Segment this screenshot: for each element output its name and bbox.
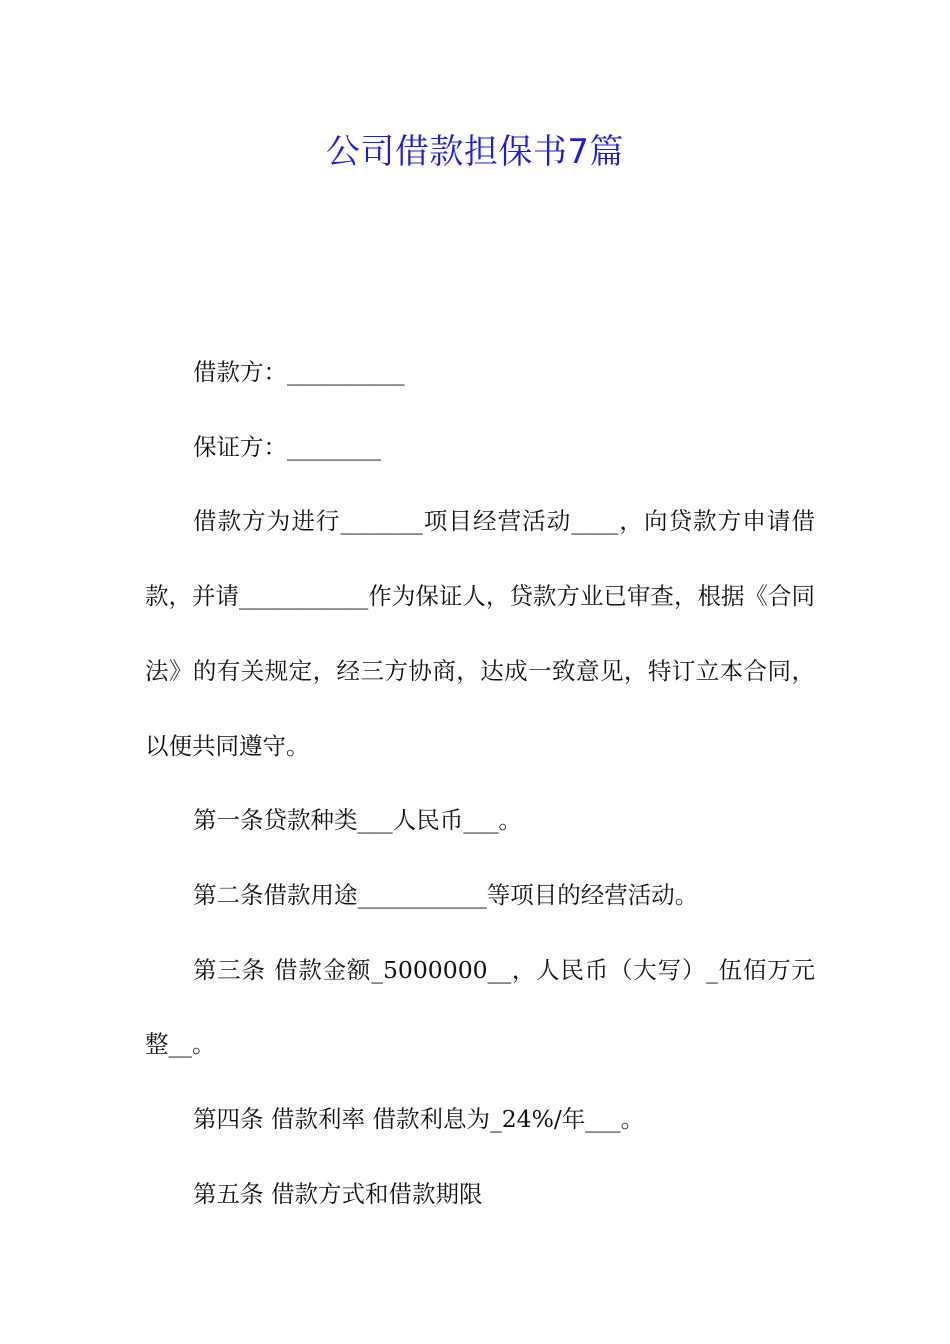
article-1-loan-type: 第一条贷款种类___人民币___。	[193, 806, 522, 835]
preamble-paragraph: 借款方为进行_______项目经营活动____，向贷款方申请借款，并请___________作为保证人，贷款方业已审查，根据《合同法》的有关规定，经三方协商，达成一致意见，特订立本合同，以便共同遵守。	[145, 507, 815, 760]
article-2-loan-purpose: 第二条借款用途___________等项目的经营活动。	[193, 880, 699, 909]
document-title: 公司借款担保书7篇	[325, 132, 625, 172]
document-body	[145, 335, 815, 1231]
article-4-interest-rate: 第四条 借款利率 借款利息为_24%/年___。	[193, 1105, 645, 1134]
article-3-loan-amount: 第三条 借款金额_5000000__，人民币（大写）_伍佰万元整__。	[145, 955, 815, 1059]
guarantor-line: 保证方：________	[193, 432, 381, 461]
article-5-loan-terms: 第五条 借款方式和借款期限	[193, 1179, 483, 1208]
borrower-line: 借款方：__________	[193, 358, 405, 386]
